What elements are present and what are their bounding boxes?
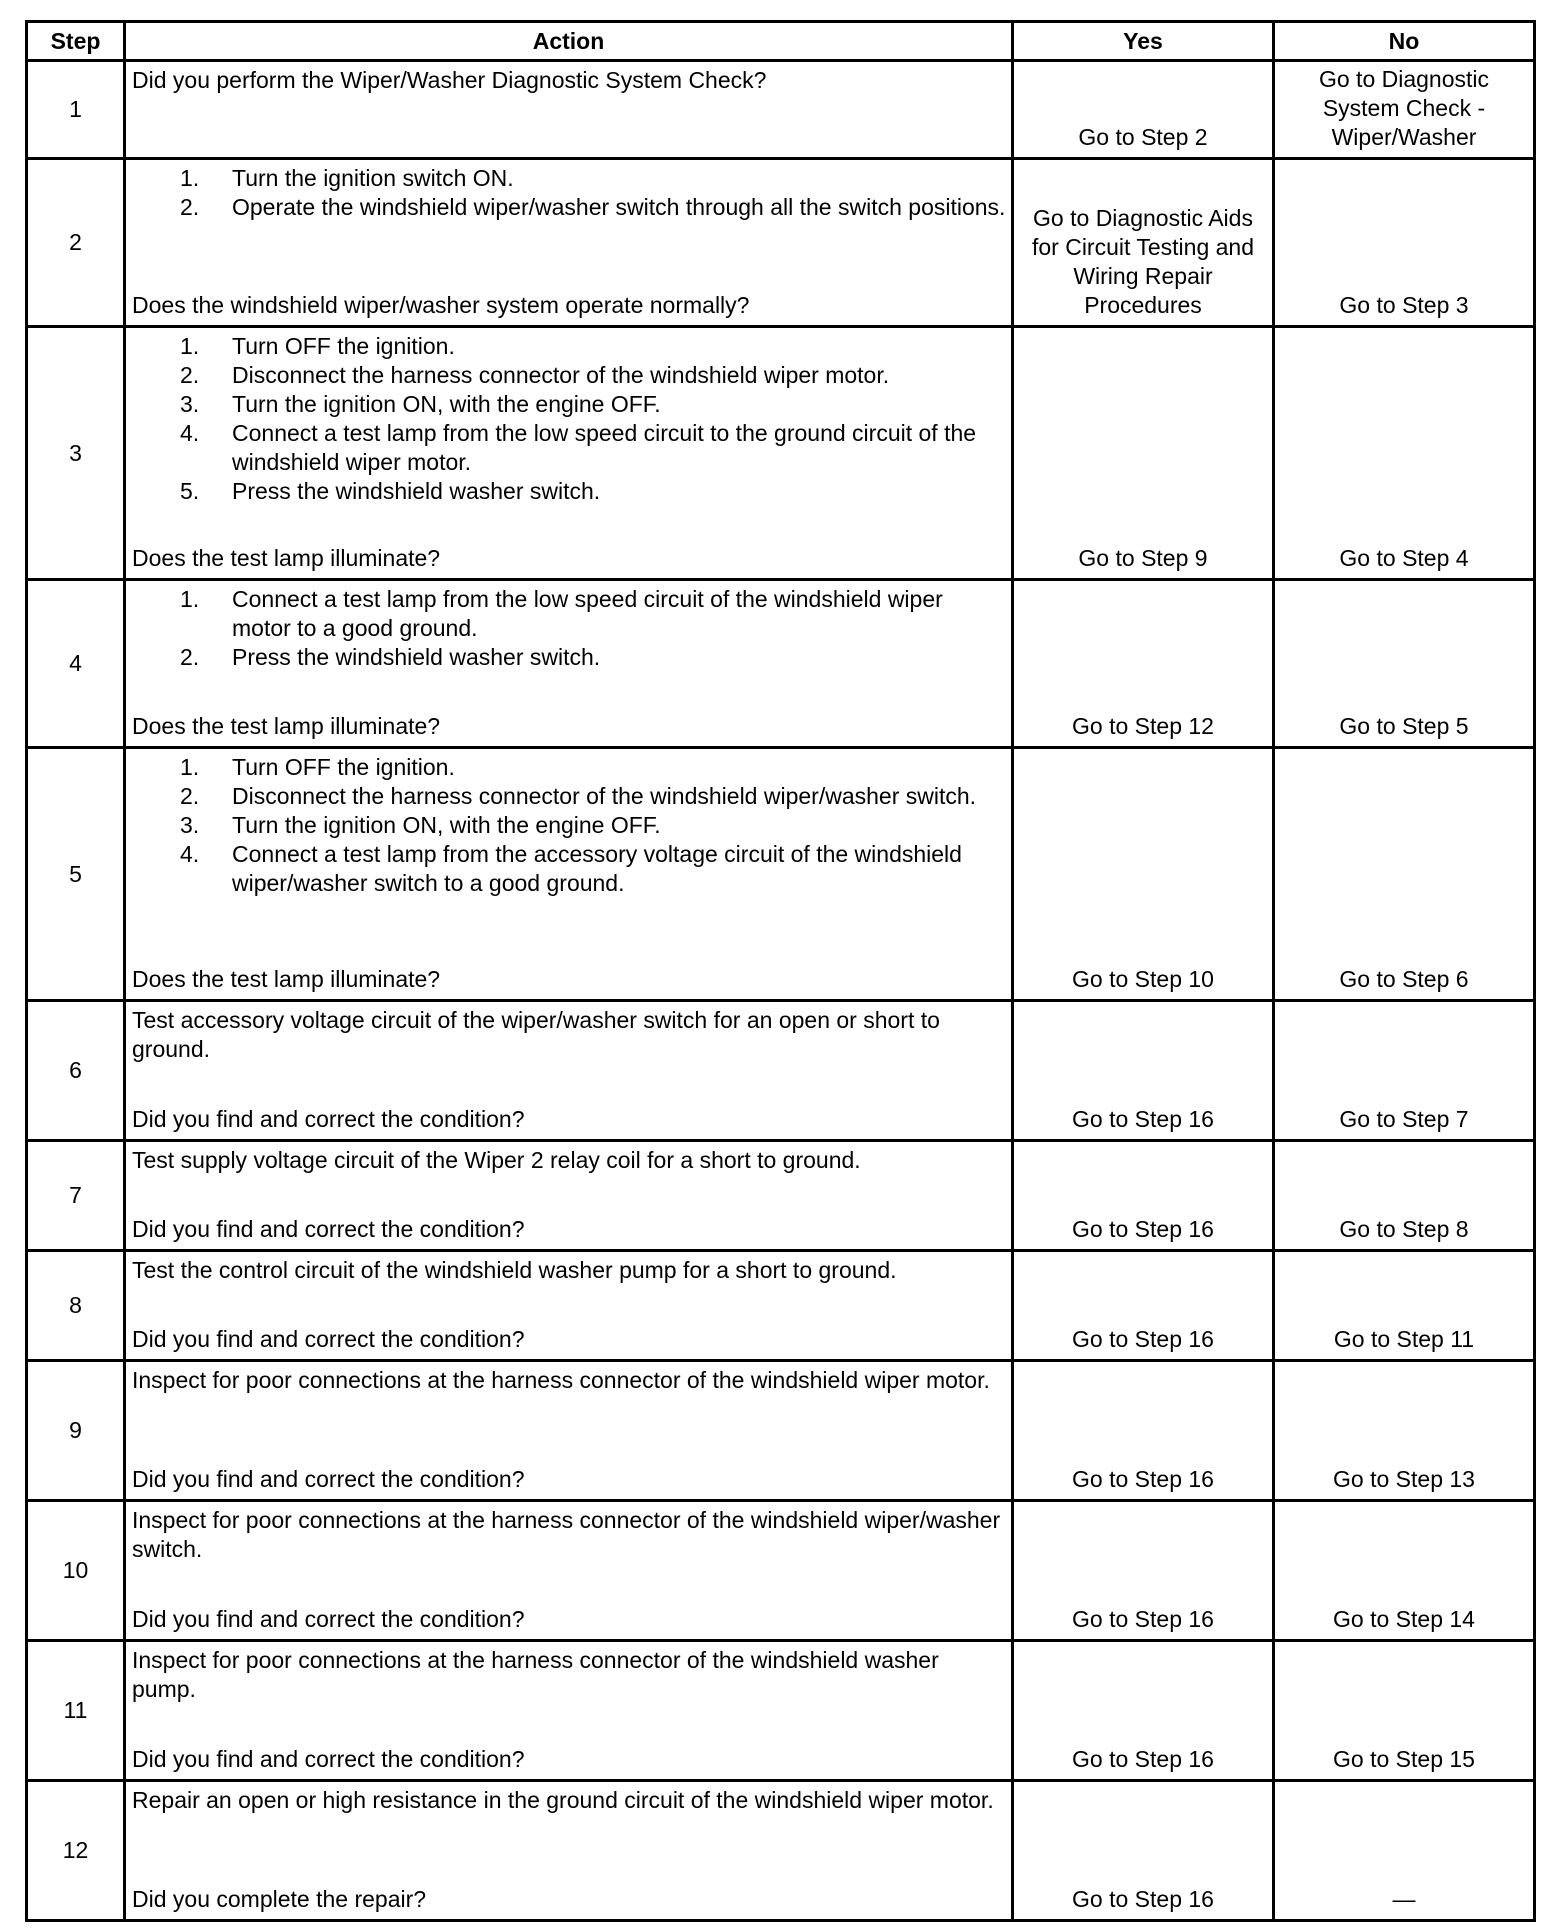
action-cell: [125, 1641, 1013, 1781]
list-item-text: Turn OFF the ignition.: [232, 333, 455, 359]
header-row: [27, 22, 1535, 61]
list-item: [132, 585, 1007, 643]
yes-result: Go to Step 16: [1013, 1141, 1274, 1251]
list-item: [132, 643, 1007, 672]
list-item-number: 2.: [180, 644, 200, 670]
list-item: [132, 164, 1007, 193]
list-item: [132, 193, 1007, 222]
action-body: [132, 753, 1007, 898]
action-question: Does the test lamp illuminate?: [132, 545, 441, 571]
table-row: [27, 61, 1535, 159]
list-item: [132, 419, 1007, 477]
list-item: [132, 840, 1007, 898]
list-item-number: 1.: [180, 333, 200, 359]
list-item: [132, 361, 1007, 390]
action-body: [132, 1786, 1007, 1815]
table-row: [27, 1501, 1535, 1641]
step-number: 10: [27, 1501, 125, 1641]
action-body: [132, 1646, 1007, 1704]
action-question: Did you find and correct the condition?: [132, 1746, 525, 1772]
no-result: Go to Step 6: [1274, 748, 1535, 1001]
yes-result: Go to Step 16: [1013, 1001, 1274, 1141]
list-item-text: Turn OFF the ignition.: [232, 754, 455, 780]
yes-result: Go to Diagnostic Aids for Circuit Testing and Wiring Repair Procedures: [1013, 159, 1274, 327]
action-question: Did you find and correct the condition?: [132, 1106, 525, 1132]
list-item-text: Connect a test lamp from the low speed circuit to the ground circuit of the windshield wiper motor.: [232, 420, 977, 475]
action-instruction: Test the control circuit of the windshield washer pump for a short to ground.: [132, 1257, 897, 1283]
numbered-step-list: [132, 585, 1007, 672]
action-question: Did you complete the repair?: [132, 1886, 427, 1912]
header-yes: Yes: [1013, 22, 1274, 61]
list-item-text: Turn the ignition switch ON.: [232, 165, 514, 191]
yes-result: Go to Step 16: [1013, 1361, 1274, 1501]
yes-result: Go to Step 16: [1013, 1781, 1274, 1921]
table-row: [27, 1141, 1535, 1251]
action-body: [132, 1146, 1007, 1175]
table-row: [27, 1251, 1535, 1361]
list-item-text: Turn the ignition ON, with the engine OFF.: [232, 812, 661, 838]
no-result: Go to Step 11: [1274, 1251, 1535, 1361]
no-result: Go to Step 7: [1274, 1001, 1535, 1141]
header-no: No: [1274, 22, 1535, 61]
list-item-text: Turn the ignition ON, with the engine OFF.: [232, 391, 661, 417]
list-item-number: 1.: [180, 165, 200, 191]
list-item: [132, 390, 1007, 419]
step-number: 2: [27, 159, 125, 327]
list-item-number: 5.: [180, 478, 200, 504]
table-row: [27, 580, 1535, 748]
action-body: [132, 1366, 1007, 1395]
no-result: Go to Step 13: [1274, 1361, 1535, 1501]
action-cell: [125, 1361, 1013, 1501]
action-instruction: Test accessory voltage circuit of the wiper/washer switch for an open or short to ground.: [132, 1007, 940, 1062]
action-question: Did you find and correct the condition?: [132, 1466, 525, 1492]
list-item: [132, 753, 1007, 782]
action-cell: [125, 580, 1013, 748]
action-instruction: Inspect for poor connections at the harness connector of the windshield wiper/washer switch.: [132, 1507, 1001, 1562]
numbered-step-list: [132, 332, 1007, 506]
action-body: [132, 66, 1007, 95]
yes-result: Go to Step 16: [1013, 1641, 1274, 1781]
list-item-text: Connect a test lamp from the low speed circuit of the windshield wiper motor to a good ground.: [232, 586, 943, 641]
yes-result: Go to Step 16: [1013, 1251, 1274, 1361]
list-item-text: Connect a test lamp from the accessory voltage circuit of the windshield wiper/washer switch to a good ground.: [232, 841, 962, 896]
table-row: [27, 327, 1535, 580]
action-cell: [125, 1781, 1013, 1921]
table-row: [27, 159, 1535, 327]
list-item-number: 2.: [180, 783, 200, 809]
list-item-text: Press the windshield washer switch.: [232, 478, 601, 504]
header-step: Step: [27, 22, 125, 61]
action-question: Did you find and correct the condition?: [132, 1606, 525, 1632]
action-body: [132, 1256, 1007, 1285]
step-number: 6: [27, 1001, 125, 1141]
table-row: [27, 1361, 1535, 1501]
action-body: [132, 1506, 1007, 1564]
step-number: 8: [27, 1251, 125, 1361]
step-number: 9: [27, 1361, 125, 1501]
no-result: Go to Step 5: [1274, 580, 1535, 748]
yes-result: Go to Step 10: [1013, 748, 1274, 1001]
step-number: 11: [27, 1641, 125, 1781]
action-content: [132, 164, 1007, 320]
action-cell: [125, 327, 1013, 580]
action-content: [132, 1256, 1007, 1354]
no-result: Go to Step 14: [1274, 1501, 1535, 1641]
step-number: 3: [27, 327, 125, 580]
header-action: Action: [125, 22, 1013, 61]
no-result: Go to Diagnostic System Check - Wiper/Washer: [1274, 61, 1535, 159]
no-result: Go to Step 4: [1274, 327, 1535, 580]
table-body: [27, 61, 1535, 1921]
action-question: Did you find and correct the condition?: [132, 1326, 525, 1352]
numbered-step-list: [132, 164, 1007, 222]
no-result: —: [1274, 1781, 1535, 1921]
action-body: [132, 585, 1007, 672]
table-row: [27, 1641, 1535, 1781]
list-item-number: 3.: [180, 812, 200, 838]
action-cell: [125, 1141, 1013, 1251]
no-result: Go to Step 8: [1274, 1141, 1535, 1251]
action-instruction: Repair an open or high resistance in the ground circuit of the windshield wiper motor.: [132, 1787, 994, 1813]
action-question: Does the windshield wiper/washer system operate normally?: [132, 292, 750, 318]
step-number: 7: [27, 1141, 125, 1251]
list-item-number: 2.: [180, 194, 200, 220]
list-item: [132, 782, 1007, 811]
list-item-text: Disconnect the harness connector of the windshield wiper/washer switch.: [232, 783, 977, 809]
yes-result: Go to Step 12: [1013, 580, 1274, 748]
yes-result: Go to Step 2: [1013, 61, 1274, 159]
action-content: [132, 1506, 1007, 1634]
action-instruction: Test supply voltage circuit of the Wiper 2 relay coil for a short to ground.: [132, 1147, 861, 1173]
list-item-number: 4.: [180, 420, 200, 446]
list-item: [132, 477, 1007, 506]
action-cell: [125, 159, 1013, 327]
list-item-number: 2.: [180, 362, 200, 388]
action-question: Does the test lamp illuminate?: [132, 713, 441, 739]
step-number: 5: [27, 748, 125, 1001]
list-item: [132, 811, 1007, 840]
yes-result: Go to Step 16: [1013, 1501, 1274, 1641]
action-cell: [125, 1501, 1013, 1641]
table-row: [27, 1001, 1535, 1141]
action-body: [132, 1006, 1007, 1064]
action-cell: [125, 61, 1013, 159]
action-content: [132, 1646, 1007, 1774]
action-question: Did you find and correct the condition?: [132, 1216, 525, 1242]
diagnostic-table: [25, 20, 1536, 1922]
action-content: [132, 1366, 1007, 1494]
action-content: [132, 585, 1007, 741]
step-number: 4: [27, 580, 125, 748]
list-item-number: 3.: [180, 391, 200, 417]
action-cell: [125, 748, 1013, 1001]
action-question: Does the test lamp illuminate?: [132, 966, 441, 992]
action-content: [132, 332, 1007, 573]
action-content: [132, 66, 1007, 152]
action-instruction: Did you perform the Wiper/Washer Diagnostic System Check?: [132, 67, 767, 93]
yes-result: Go to Step 9: [1013, 327, 1274, 580]
action-content: [132, 753, 1007, 994]
numbered-step-list: [132, 753, 1007, 898]
no-result: Go to Step 15: [1274, 1641, 1535, 1781]
action-cell: [125, 1001, 1013, 1141]
list-item-text: Operate the windshield wiper/washer switch through all the switch positions.: [232, 194, 1006, 220]
action-body: [132, 164, 1007, 222]
list-item-number: 1.: [180, 754, 200, 780]
action-content: [132, 1786, 1007, 1914]
action-content: [132, 1006, 1007, 1134]
step-number: 1: [27, 61, 125, 159]
list-item-number: 4.: [180, 841, 200, 867]
action-instruction: Inspect for poor connections at the harness connector of the windshield washer pump.: [132, 1647, 939, 1702]
table-row: [27, 748, 1535, 1001]
table-row: [27, 1781, 1535, 1921]
action-cell: [125, 1251, 1013, 1361]
step-number: 12: [27, 1781, 125, 1921]
list-item-number: 1.: [180, 586, 200, 612]
action-content: [132, 1146, 1007, 1244]
no-result: Go to Step 3: [1274, 159, 1535, 327]
list-item-text: Press the windshield washer switch.: [232, 644, 601, 670]
action-body: [132, 332, 1007, 506]
list-item-text: Disconnect the harness connector of the windshield wiper motor.: [232, 362, 890, 388]
list-item: [132, 332, 1007, 361]
action-instruction: Inspect for poor connections at the harness connector of the windshield wiper motor.: [132, 1367, 990, 1393]
